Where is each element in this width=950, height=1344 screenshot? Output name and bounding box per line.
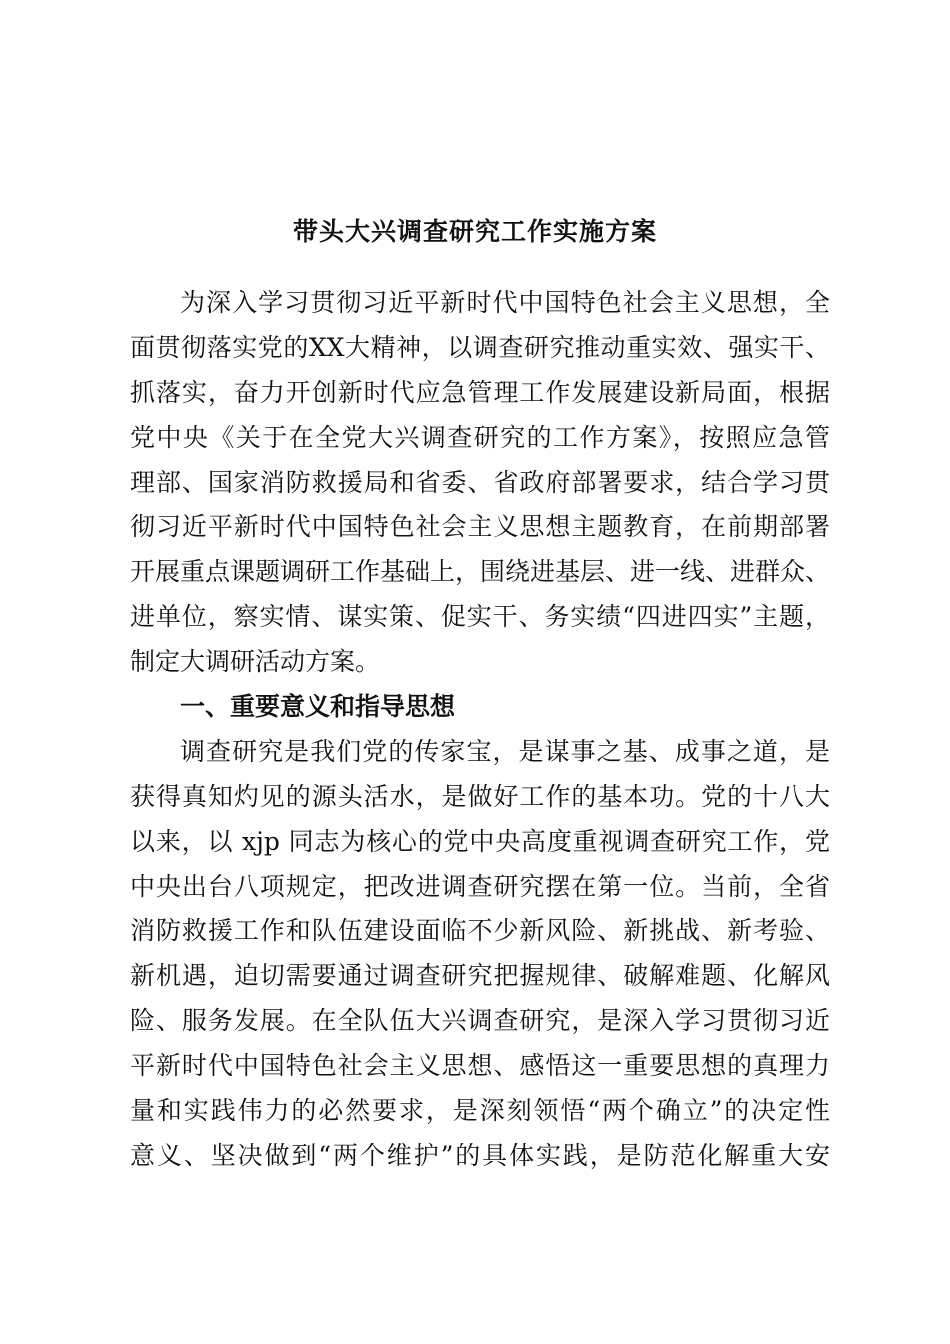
section1-line-6: 新机遇，迫切需要通过调查研究把握规律、破解难题、化解风 <box>130 961 830 991</box>
section1-line-4: 中央出台八项规定，把改进调查研究摆在第一位。当前，全省 <box>130 871 830 901</box>
document-body <box>130 281 830 1179</box>
section1-line-10: 意义、坚决做到“两个维护”的具体实践，是防范化解重大安 <box>130 1140 830 1170</box>
intro-line-9: 制定大调研活动方案。 <box>130 647 381 677</box>
intro-line-2: 面贯彻落实党的XX大精神，以调查研究推动重实效、强实干、 <box>130 332 830 362</box>
intro-line-1: 为深入学习贯彻习近平新时代中国特色社会主义思想，全 <box>180 288 830 317</box>
document-title: 带头大兴调查研究工作实施方案 <box>292 217 657 246</box>
intro-line-8: 进单位，察实情、谋实策、促实干、务实绩“四进四实”主题， <box>130 602 830 632</box>
intro-line-7: 开展重点课题调研工作基础上，围绕进基层、进一线、进群众、 <box>130 557 831 587</box>
intro-line-4: 党中央《关于在全党大兴调查研究的工作方案》，按照应急管 <box>130 422 830 452</box>
section1-line-7: 险、服务发展。在全队伍大兴调查研究，是深入学习贯彻习近 <box>130 1006 830 1036</box>
section-heading-1: 一、重要意义和指导思想 <box>180 692 456 722</box>
section1-line-9: 量和实践伟力的必然要求，是深刻领悟“两个确立”的决定性 <box>130 1096 830 1126</box>
section1-line-2: 获得真知灼见的源头活水，是做好工作的基本功。党的十八大 <box>130 781 830 811</box>
section1-line-3: 以来，以 xjp 同志为核心的党中央高度重视调查研究工作，党 <box>130 826 830 856</box>
intro-line-5: 理部、国家消防救援局和省委、省政府部署要求，结合学习贯 <box>130 467 830 497</box>
section1-line-8: 平新时代中国特色社会主义思想、感悟这一重要思想的真理力 <box>130 1051 830 1081</box>
section1-line-5: 消防救援工作和队伍建设面临不少新风险、新挑战、新考验、 <box>130 916 830 946</box>
intro-line-6: 彻习近平新时代中国特色社会主义思想主题教育，在前期部署 <box>130 512 830 542</box>
intro-line-3: 抓落实，奋力开创新时代应急管理工作发展建设新局面，根据 <box>130 377 830 407</box>
section1-line-1: 调查研究是我们党的传家宝，是谋事之基、成事之道，是 <box>180 736 830 766</box>
